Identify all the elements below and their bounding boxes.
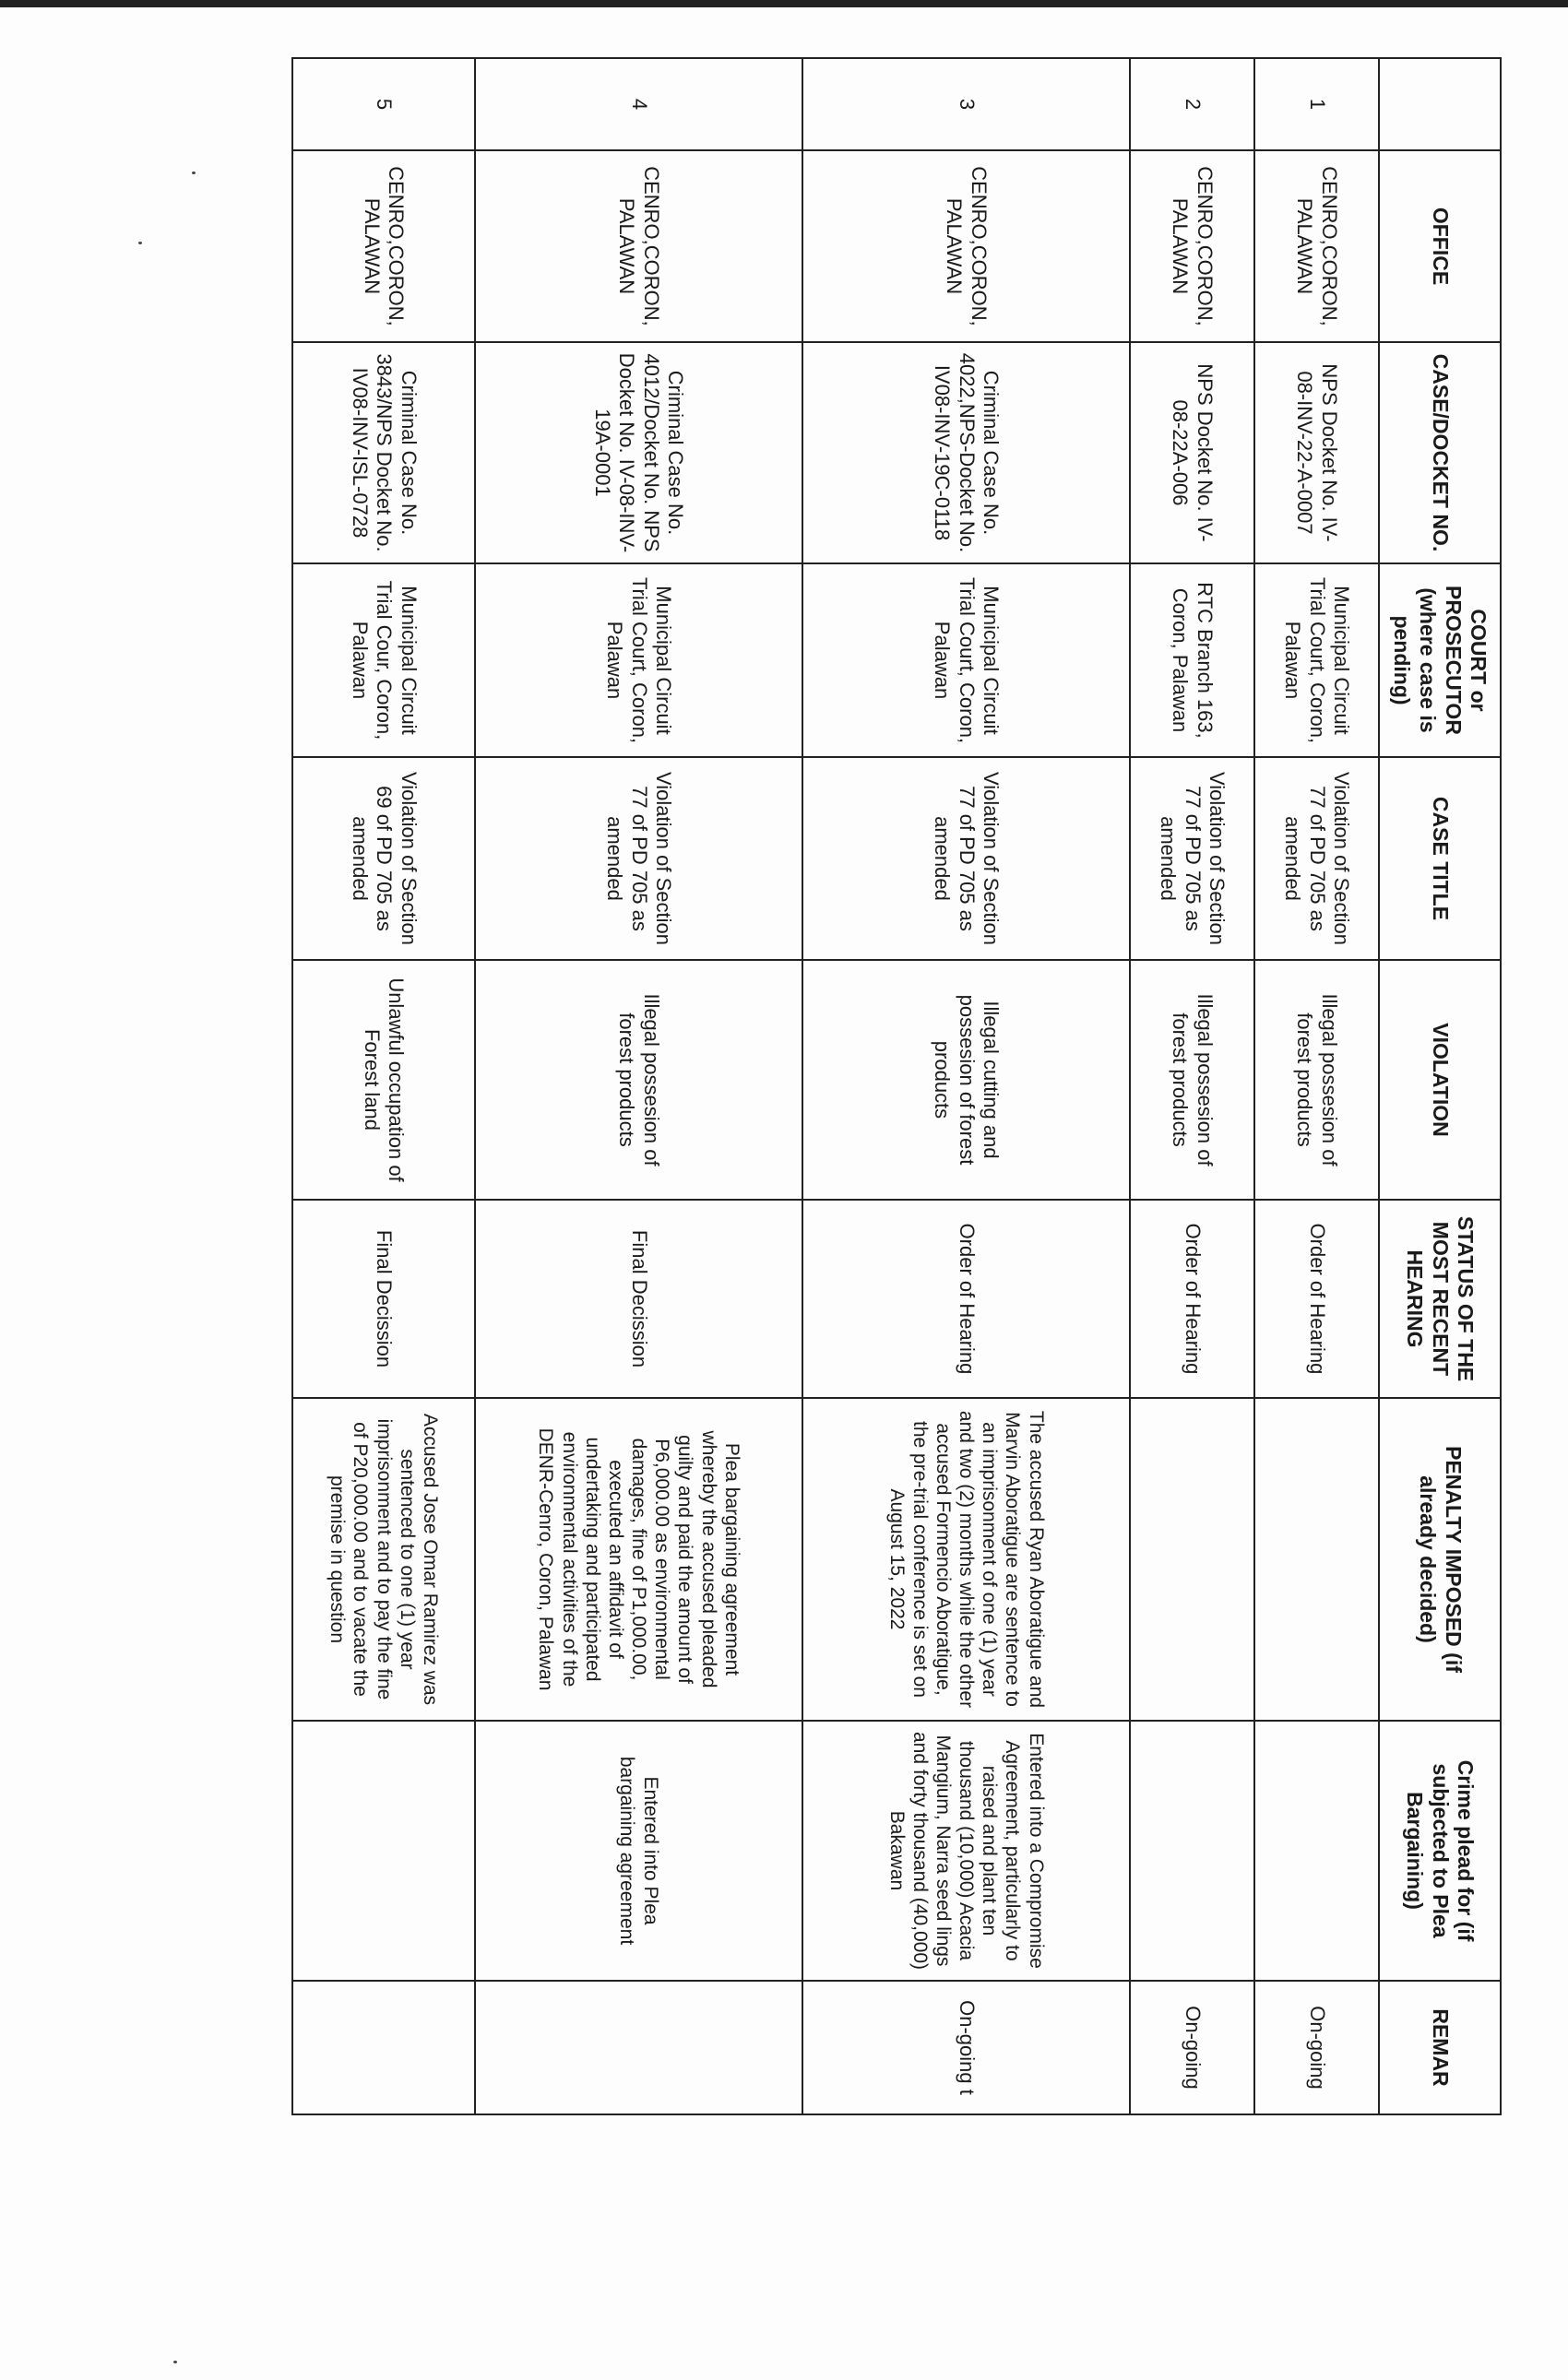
row-number: 2 (1130, 58, 1254, 150)
violation-cell: Illegal possesion of forest products (1130, 960, 1254, 1200)
office-cell: CENRO,CORON, PALAWAN (802, 150, 1130, 342)
office-cell: CENRO,CORON, PALAWAN (1130, 150, 1254, 342)
penalty-cell (1130, 1398, 1254, 1721)
docket-cell: NPS Docket No. IV-08-INV-22-A-0007 (1254, 342, 1379, 563)
court-cell: Municipal Circuit Trial Court, Coron, Palawan (475, 563, 802, 757)
case-title-cell: Violation of Section 69 of PD 705 as amended (292, 757, 475, 960)
case-title-cell: Violation of Section 77 of PD 705 as amended (1130, 757, 1254, 960)
status-cell: Order of Hearing (1254, 1200, 1379, 1398)
cases-table (291, 57, 1502, 2115)
court-cell: Municipal Circuit Trial Court, Coron, Palawan (1254, 563, 1379, 757)
office-cell: CENRO,CORON, PALAWAN (292, 150, 475, 342)
header-violation: VIOLATION (1379, 960, 1501, 1200)
status-cell: Order of Hearing (802, 1200, 1130, 1398)
court-cell: Municipal Circuit Trial Court, Coron, Palawan (802, 563, 1130, 757)
court-cell: RTC Branch 163, Coron, Palawan (1130, 563, 1254, 757)
penalty-cell (1254, 1398, 1379, 1721)
penalty-cell: The accused Ryan Aboratigue and Marvin Aboratigue are sentence to an imprisonment of one (1) year and two (2) months while the other accused Formencio Aboratigue, the pre-trial conference is set on August 15, 2022 (802, 1398, 1130, 1721)
remarks-cell: On-going (1130, 1981, 1254, 2114)
table-row (292, 58, 475, 2114)
header-plea: Crime plead for (if subjected to Plea Bargaining) (1379, 1721, 1501, 1981)
case-title-cell: Violation of Section 77 of PD 705 as amended (802, 757, 1130, 960)
office-cell: CENRO,CORON, PALAWAN (475, 150, 802, 342)
status-cell: Final Decission (292, 1200, 475, 1398)
header-office: OFFICE (1379, 150, 1501, 342)
plea-cell: Entered into a Compromise Agreement, particularly to raised and plant ten thousand (10,000) Acacia Mangium, Narra seed lings and forty thousand (40,000) Bakawan (802, 1721, 1130, 1981)
case-title-cell: Violation of Section 77 of PD 705 as amended (1254, 757, 1379, 960)
case-title-cell: Violation of Section 77 of PD 705 as amended (475, 757, 802, 960)
scan-speck (138, 242, 142, 244)
row-number: 1 (1254, 58, 1379, 150)
docket-cell: NPS Docket No. IV-08-22A-006 (1130, 342, 1254, 563)
header-remarks: REMAR (1379, 1981, 1501, 2114)
row-number: 5 (292, 58, 475, 150)
violation-cell: Illegal cutting and possesion of forest products (802, 960, 1130, 1200)
table-row (1130, 58, 1254, 2114)
docket-cell: Criminal Case No. 3843/NPS Docket No. IV08-INV-ISL-0728 (292, 342, 475, 563)
rotated-document (293, 57, 1502, 2114)
remarks-cell: On-going (1254, 1981, 1379, 2114)
violation-cell: Unlawful occupation of Forest land (292, 960, 475, 1200)
header-case-title: CASE TITLE (1379, 757, 1501, 960)
header-court: COURT or PROSECUTOR (where case is pending) (1379, 563, 1501, 757)
status-cell: Final Decission (475, 1200, 802, 1398)
plea-cell (292, 1721, 475, 1981)
penalty-cell: Accused Jose Omar Ramirez was sentenced to one (1) year imprisonment and to pay the fine of P20,000.00 and to vacate the premise in question (292, 1398, 475, 1721)
header-penalty: PENALTY IMPOSED (if already decided) (1379, 1398, 1501, 1721)
penalty-cell: Plea bargaining agreement whereby the accused pleaded guilty and paid the amount of P6,000.00 as environmental damages, fine of P1,000.00, executed an affidavit of undertaking and participated environmental activities of the DENR-Cenro, Coron, Palawan (475, 1398, 802, 1721)
violation-cell: Illegal possesion of forest products (1254, 960, 1379, 1200)
header-docket: CASE/DOCKET NO. (1379, 342, 1501, 563)
row-number: 3 (802, 58, 1130, 150)
court-cell: Municipal Circuit Trial Cour, Coron, Palawan (292, 563, 475, 757)
plea-cell: Entered into Plea bargaining agreement (475, 1721, 802, 1981)
remarks-cell: On-going t (802, 1981, 1130, 2114)
table-row (802, 58, 1130, 2114)
remarks-cell (292, 1981, 475, 2114)
row-number: 4 (475, 58, 802, 150)
scan-edge-shadow (0, 0, 1568, 7)
scan-speck (173, 2361, 177, 2363)
plea-cell (1130, 1721, 1254, 1981)
docket-cell: Criminal Case No. 4012/Docket No. NPS Docket No. IV-08-INV-19A-0001 (475, 342, 802, 563)
table-row (475, 58, 802, 2114)
scan-speck (192, 172, 196, 174)
remarks-cell (475, 1981, 802, 2114)
header-no (1379, 58, 1501, 150)
plea-cell (1254, 1721, 1379, 1981)
violation-cell: Illegal possesion of forest products (475, 960, 802, 1200)
table-row (1254, 58, 1379, 2114)
header-status: STATUS OF THE MOST RECENT HEARING (1379, 1200, 1501, 1398)
header-row (1379, 58, 1501, 2114)
docket-cell: Criminal Case No. 4022,NPS-Docket No. IV08-INV-19C-0118 (802, 342, 1130, 563)
status-cell: Order of Hearing (1130, 1200, 1254, 1398)
office-cell: CENRO,CORON, PALAWAN (1254, 150, 1379, 342)
